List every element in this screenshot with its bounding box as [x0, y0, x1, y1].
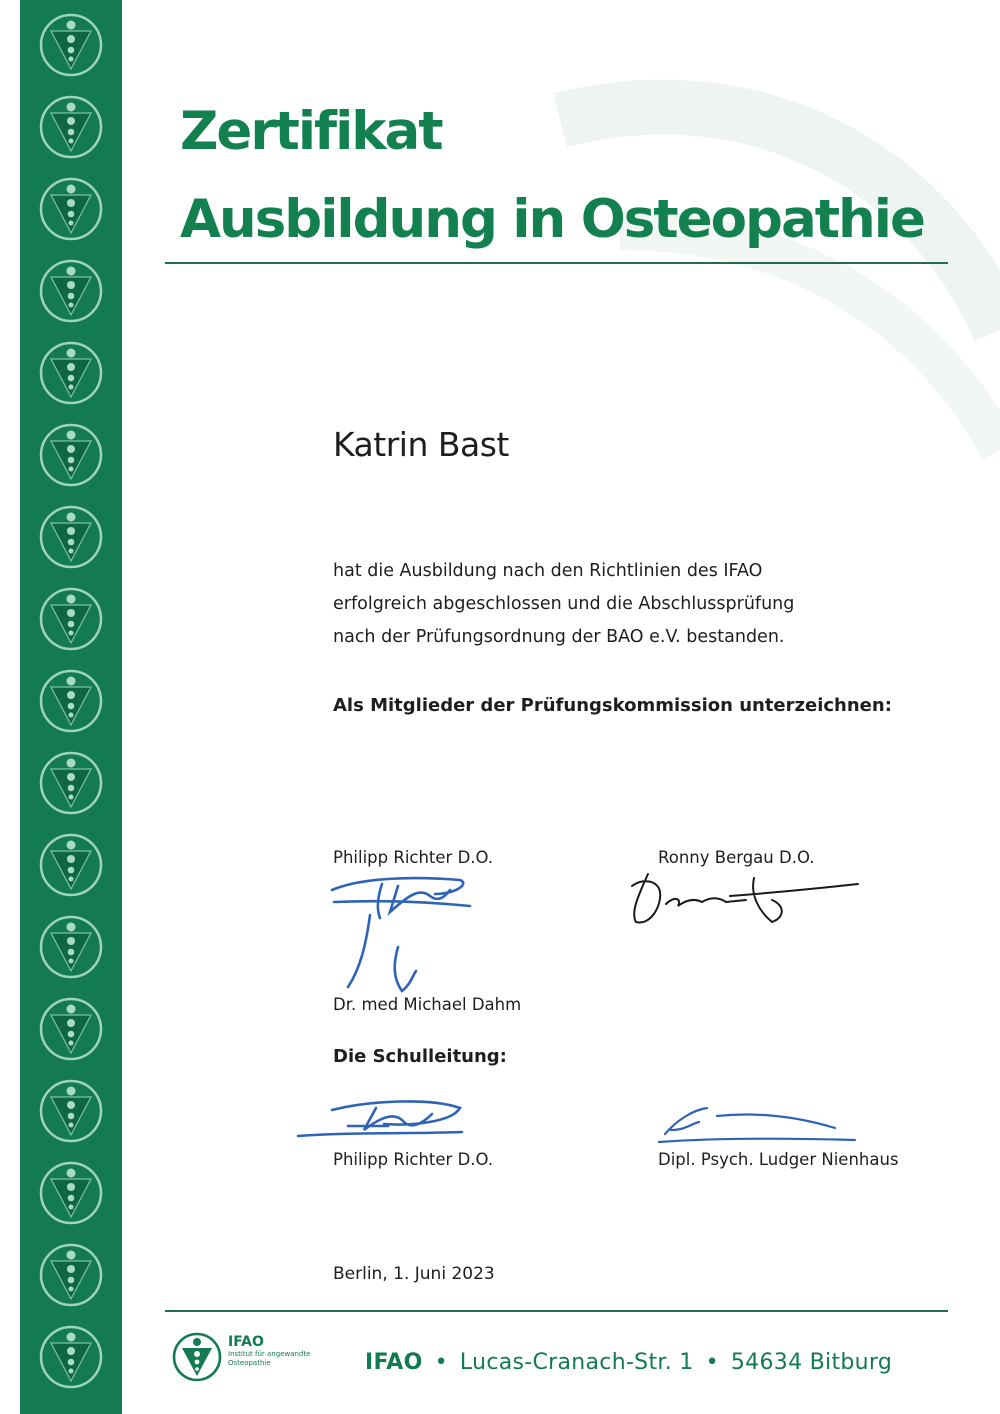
emblem-pattern: [20, 0, 122, 1414]
logo-name: IFAO: [228, 1334, 264, 1350]
ifao-logo-icon: [170, 1330, 224, 1384]
statement-line: erfolgreich abgeschlossen und die Abschlussprüfung: [333, 594, 795, 614]
recipient-name: Katrin Bast: [333, 425, 509, 464]
logo-subtitle-line: Institut für angewandte: [228, 1350, 311, 1358]
signatory-name-bergau: Ronny Bergau D.O.: [658, 848, 815, 867]
signature-richter-2: [292, 1092, 472, 1147]
footer-street: Lucas-Cranach-Str. 1: [459, 1350, 694, 1375]
school-signatory-richter: Philipp Richter D.O.: [333, 1150, 494, 1169]
statement-text: [333, 555, 794, 654]
top-divider: [165, 262, 948, 264]
separator-dot: •: [434, 1350, 448, 1375]
logo-text: [228, 1334, 310, 1368]
footer-logo: [170, 1330, 340, 1390]
signature-bergau: [622, 866, 862, 931]
certificate-title: [180, 88, 924, 264]
place-and-date: Berlin, 1. Juni 2023: [333, 1264, 495, 1284]
statement-line: nach der Prüfungsordnung der BAO e.V. bestanden.: [333, 627, 785, 647]
footer-address: [365, 1346, 892, 1380]
separator-dot: •: [705, 1350, 719, 1375]
commission-heading: Als Mitglieder der Prüfungskommission unterzeichnen:: [333, 695, 892, 716]
bottom-divider: [165, 1310, 948, 1312]
statement-line: hat die Ausbildung nach den Richtlinien des IFAO: [333, 561, 763, 581]
footer-city: 54634 Bitburg: [730, 1350, 893, 1375]
footer-brand: IFAO: [365, 1350, 423, 1375]
signature-nienhaus: [655, 1100, 865, 1148]
school-heading: Die Schulleitung:: [333, 1046, 507, 1067]
green-emblem-band: [20, 0, 122, 1414]
signature-dahm: [340, 905, 420, 1000]
logo-subtitle-line: Osteopathie: [228, 1359, 271, 1367]
signatory-name-dahm: Dr. med Michael Dahm: [333, 995, 522, 1014]
title-line-2: Ausbildung in Osteopathie: [180, 189, 924, 250]
school-signatory-nienhaus: Dipl. Psych. Ludger Nienhaus: [658, 1150, 899, 1169]
signatory-name-richter: Philipp Richter D.O.: [333, 848, 494, 867]
title-line-1: Zertifikat: [180, 101, 442, 162]
